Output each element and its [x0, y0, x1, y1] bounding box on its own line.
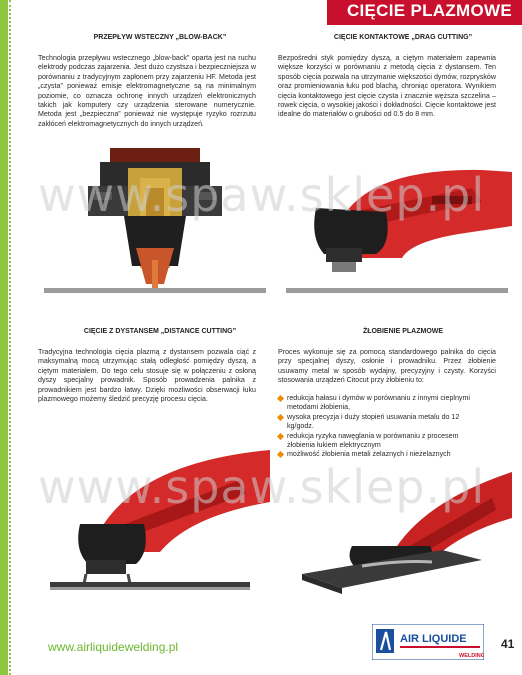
bullet-diamond-icon: [277, 414, 284, 421]
left-green-bar: [0, 0, 8, 675]
watermark-top: www.spaw.sklep.pl: [38, 168, 486, 222]
header-underline: [327, 22, 522, 25]
svg-text:AIR LIQUIDE: AIR LIQUIDE: [400, 633, 467, 645]
section-title-drag-cutting: CIĘCIE KONTAKTOWE „DRAG CUTTING”: [333, 34, 473, 41]
distance-cutting-torch-image: [40, 432, 270, 600]
list-item: redukcja hałasu i dymów w porównaniu z innymi cieplnymi metodami żłobienia,: [278, 394, 478, 413]
list-item: możliwość żłobienia metali żelaznych i nieżelaznych: [278, 450, 478, 459]
left-dotted-rule: [9, 0, 11, 675]
list-item: redukcja ryzyka nawęglania w porównaniu z procesem żłobienia łukiem elektrycznym: [278, 432, 478, 451]
page-title: CIĘCIE PLAZMOWE: [346, 1, 512, 20]
section-text-gouging: Proces wykonuje się za pomocą standardowego palnika do cięcia przy specjalnej dyszy, osłonie i prowadniku. Przez żłobienie usuwamy metal w sposób wydajny, precyzyjny i czysty. Korzyści stosowania urządzeń Citocut przy żłobieniu to:: [278, 348, 496, 385]
section-text-drag-cutting: Bezpośredni styk pomiędzy dyszą, a ciętym materiałem zapewnia większe korzyści w porównaniu z metodą cięcia z dystansem. Ten sposób cięcia pozwala na utrzymanie większości dymów, rozpryskόw oraz promieniowania łuku pod blachą, chroniąc operatora. Wynikiem cięcia kontaktowego jest cięcie czysta i znacznie węższa szczelina – rowek cięcia, o wysokiej jakości i dokładności. Cięcie kontaktowe jest idealne do materiałów o grubości od 0.5 do 8 mm.: [278, 54, 496, 119]
section-title-gouging: ŻŁOBIENIE PLAZMOWE: [362, 328, 444, 335]
bullet-diamond-icon: [277, 395, 284, 402]
section-title-blow-back: PRZEPŁYW WSTECZNY „BLOW-BACK”: [93, 34, 227, 41]
gouging-benefits-list: [278, 394, 478, 460]
bullet-diamond-icon: [277, 451, 284, 458]
list-item: wysoka precyzja i duży stopień usuwania metalu do 12 kg/godz.: [278, 413, 478, 432]
svg-text:WELDING: WELDING: [459, 653, 484, 659]
section-text-blow-back: Technologia przepływu wstecznego „blow-back” oparta jest na ruchu elektrody podczas zajarzenia. Jest dużo czystsza i bezpieczniejsza w porównaniu z tradycyjnym zapłonem przy zajarzeniu HF. Metoda jest „czysta” ponieważ emisje elektromagnetyczne są na minimalnym poziomie, co oznacza ochronę innych urządzeń elektronicznych takich jak komputery czy urządzenia sterowane numerycznie. Metoda jest „bezpieczna” ponieważ nie występuje ryzyko rozrzutu zakłóceń elektromagnetycznych do innych urządzeń.: [38, 54, 256, 128]
watermark-bottom: www.spaw.sklep.pl: [38, 460, 486, 514]
section-title-distance-cutting: CIĘCIE Z DYSTANSEM „DISTANCE CUTTING”: [83, 328, 237, 335]
section-text-distance-cutting: Tradycyjna technologia cięcia plazmą z dystansem pozwala ciąć z maksymalną mocą utrzymując stałą odległość pomiędzy dyszą, a ciętym materiałem. Do tego celu stosuje się w połączeniu z osłoną dyszy specjalny prowadnik. Sposób prowadzenia palnika z prowadnikiem jest bardzo łatwy. Dzięki możliwości obserwacji łuku plazmowego możemy śledzić precyzję procesu cięcia.: [38, 348, 256, 404]
footer-website-link[interactable]: www.airliquidewelding.pl: [48, 640, 179, 654]
air-liquide-logo: [372, 624, 484, 660]
page-number: 41: [501, 637, 515, 651]
bullet-diamond-icon: [277, 433, 284, 440]
